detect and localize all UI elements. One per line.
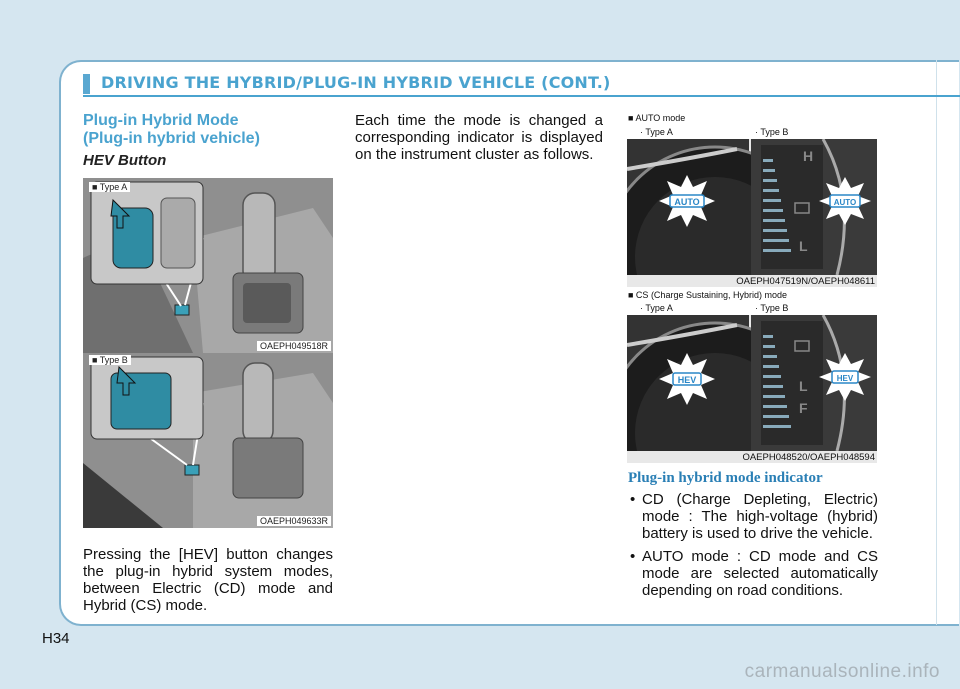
- cs-type-b-label: · Type B: [755, 303, 789, 313]
- cs-type-a-label: · Type A: [640, 303, 673, 313]
- cluster-illustration-cs: [627, 315, 877, 451]
- cs-figure-caption: OAEPH048520/OAEPH048594: [742, 452, 875, 463]
- figure-auto-mode: [627, 139, 877, 287]
- bullet-line: AUTO mode : CD mode and CS: [642, 548, 878, 565]
- bullet-line: mode : The high-voltage (hybrid): [642, 508, 878, 525]
- bullet-line: CD (Charge Depleting, Electric): [642, 491, 878, 508]
- hev-badge-a: HEV: [677, 375, 697, 385]
- hev-badge-b: HEV: [836, 374, 854, 383]
- header-underline: [83, 95, 960, 97]
- bullet-dot-icon: •: [630, 491, 636, 508]
- figure-cs-mode: [627, 315, 877, 463]
- auto-figure-caption: OAEPH047519N/OAEPH048611: [736, 276, 875, 287]
- para-line: Hybrid (CS) mode.: [83, 597, 208, 614]
- bullet-line: battery is used to drive the vehicle.: [642, 525, 873, 542]
- auto-type-a-label: · Type A: [640, 127, 673, 137]
- para-line: between Electric (CD) mode and: [83, 580, 333, 597]
- page-edge-line: [936, 60, 937, 625]
- bullet-cd-mode: [628, 491, 878, 542]
- para-line: on the instrument cluster as follows.: [355, 146, 594, 163]
- para-line: Pressing the [HEV] button changes: [83, 546, 333, 563]
- bullet-line: depending on road conditions.: [642, 582, 843, 599]
- bullet-auto-mode: [628, 548, 878, 599]
- svg-text:L: L: [799, 238, 808, 254]
- para-line: the plug-in hybrid system modes,: [83, 563, 333, 580]
- mode-change-paragraph: [355, 112, 603, 163]
- heading-line-1: Plug-in Hybrid Mode: [83, 112, 239, 129]
- bullet-line: mode are selected automatically: [642, 565, 878, 582]
- figure-a-caption: OAEPH049518R: [257, 341, 331, 351]
- figure-type-a: [83, 178, 333, 353]
- svg-text:F: F: [799, 400, 808, 416]
- svg-text:L: L: [799, 378, 808, 394]
- type-b-label: ■ Type B: [89, 355, 131, 365]
- subheading-hev-button: HEV Button: [83, 152, 167, 169]
- section-title: DRIVING THE HYBRID/PLUG-IN HYBRID VEHICLE (CONT.): [101, 73, 611, 92]
- indicator-heading: Plug-in hybrid mode indicator: [628, 470, 823, 486]
- hev-button-paragraph: [83, 546, 333, 614]
- footer-watermark[interactable]: carmanualsonline.info: [744, 661, 940, 682]
- header-accent: [83, 74, 90, 94]
- para-line: corresponding indicator is displayed: [355, 129, 603, 146]
- para-line: Each time the mode is changed a: [355, 112, 603, 129]
- cs-mode-label: ■ CS (Charge Sustaining, Hybrid) mode: [628, 290, 788, 300]
- page-number: H34: [42, 630, 70, 647]
- auto-badge-a: AUTO: [674, 197, 700, 207]
- figure-b-caption: OAEPH049633R: [257, 516, 331, 526]
- type-a-label: ■ Type A: [89, 182, 130, 192]
- heading-line-2: (Plug-in hybrid vehicle): [83, 130, 260, 147]
- console-illustration-b: [83, 353, 333, 528]
- svg-text:H: H: [803, 148, 814, 164]
- section-header: [83, 72, 960, 98]
- cluster-illustration-auto: [627, 139, 877, 275]
- indicator-bullet-list: [628, 491, 878, 605]
- console-illustration-a: [83, 178, 333, 353]
- figure-type-b: [83, 353, 333, 528]
- auto-badge-b: AUTO: [833, 198, 857, 207]
- auto-type-b-label: · Type B: [755, 127, 789, 137]
- bullet-dot-icon: •: [630, 548, 636, 565]
- auto-mode-label: ■ AUTO mode: [628, 113, 686, 123]
